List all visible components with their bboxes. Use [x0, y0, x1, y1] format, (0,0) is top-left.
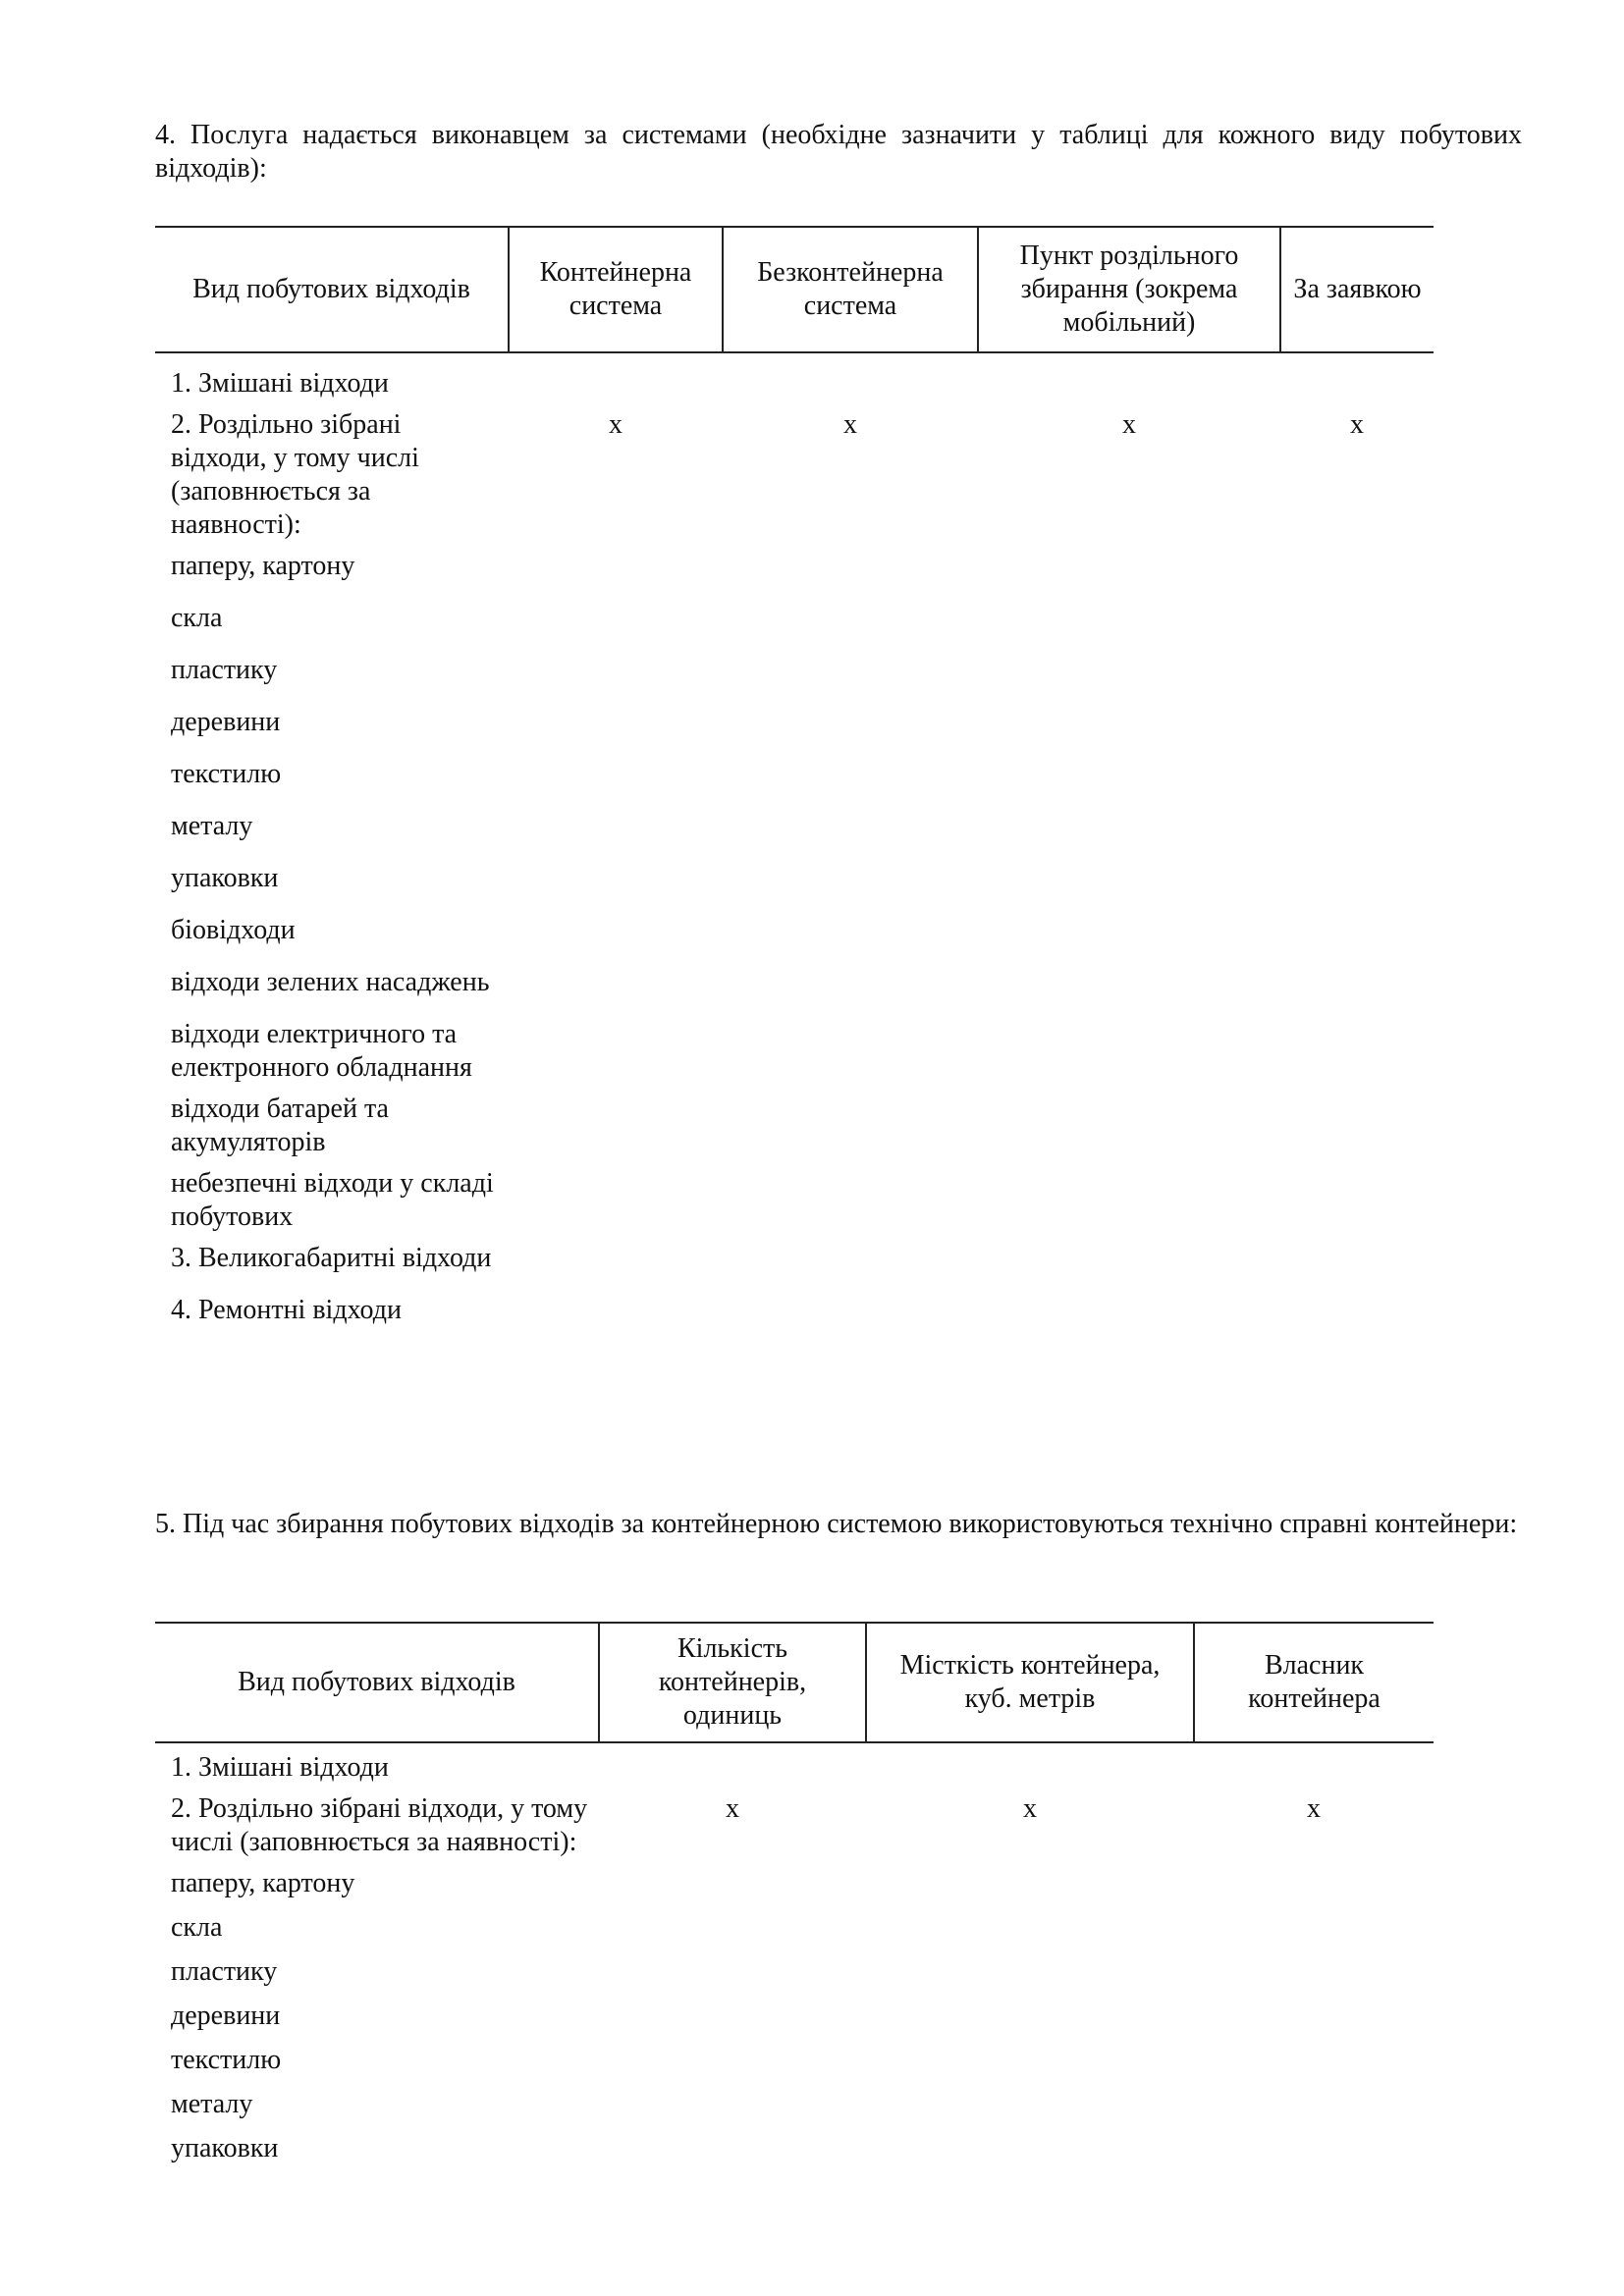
row-label: текстилю	[171, 2045, 282, 2075]
table-row	[155, 1167, 1434, 1242]
row-cell: х	[1307, 1793, 1321, 1824]
row-label: паперу, картону	[171, 1868, 355, 1898]
row-cell	[723, 914, 978, 966]
column-header-container-owner: Власник контейнера	[1194, 1623, 1434, 1742]
row-cell	[723, 1294, 978, 1346]
row-cell	[866, 2132, 1194, 2176]
table-row	[155, 2132, 1434, 2176]
row-cell	[978, 966, 1280, 1018]
column-header-containerless-system: Безконтейнерна система	[723, 227, 978, 352]
row-label: паперу, картону	[171, 551, 355, 581]
row-label: біовідходи	[171, 915, 296, 945]
row-label: 2. Роздільно зібрані відходи, у тому числі (заповнюється за наявності):	[171, 409, 419, 540]
table-row	[155, 758, 1434, 810]
row-cell	[1194, 2132, 1434, 2176]
row-label: металу	[171, 811, 253, 841]
column-header-separate-collection-point: Пункт роздільного збирання (зокрема мобільний)	[978, 227, 1280, 352]
row-label: 2. Роздільно зібрані відходи, у тому числі (заповнюється за наявності):	[171, 1793, 588, 1857]
row-cell	[509, 1294, 723, 1346]
row-label: відходи батарей та акумуляторів	[171, 1094, 389, 1157]
row-label: скла	[171, 1912, 223, 1943]
row-cell	[978, 352, 1280, 408]
row-cell	[599, 2044, 866, 2088]
table-row	[155, 654, 1434, 706]
row-cell	[1280, 1242, 1434, 1294]
column-header-on-request: За заявкою	[1280, 227, 1434, 352]
row-cell	[723, 1242, 978, 1294]
table-body	[155, 352, 1434, 1346]
table-header-row	[155, 227, 1434, 352]
row-label: упаковки	[171, 863, 279, 893]
row-cell	[1280, 914, 1434, 966]
section-4-text: 4. Послуга надається виконавцем за системами (необхідне зазначити у таблиці для кожного виду побутових відходів):	[155, 120, 1522, 184]
row-cell	[723, 862, 978, 914]
row-cell	[509, 914, 723, 966]
row-cell	[1194, 1911, 1434, 1955]
row-cell	[866, 2000, 1194, 2044]
row-cell	[509, 706, 723, 758]
row-label: 3. Великогабаритні відходи	[171, 1243, 492, 1273]
row-cell	[866, 1742, 1194, 1792]
table-row	[155, 2000, 1434, 2044]
row-cell	[599, 2088, 866, 2132]
row-cell	[978, 1018, 1280, 1093]
row-cell	[723, 654, 978, 706]
column-header-waste-type: Вид побутових відходів	[192, 274, 470, 304]
row-cell	[1280, 966, 1434, 1018]
table-row	[155, 1792, 1434, 1867]
row-cell	[509, 352, 723, 408]
row-label: текстилю	[171, 759, 282, 789]
row-cell	[1194, 1955, 1434, 2000]
table-row	[155, 914, 1434, 966]
row-cell	[509, 966, 723, 1018]
row-cell	[723, 1167, 978, 1242]
row-cell	[978, 1093, 1280, 1167]
row-cell: х	[726, 1793, 739, 1824]
row-cell	[723, 758, 978, 810]
table-row	[155, 2088, 1434, 2132]
row-cell: х	[1122, 409, 1136, 440]
row-cell	[978, 602, 1280, 654]
column-header-container-system: Контейнерна система	[509, 227, 723, 352]
row-cell	[978, 914, 1280, 966]
table-row	[155, 1911, 1434, 1955]
row-cell	[978, 1294, 1280, 1346]
table-header-row	[155, 1623, 1434, 1742]
table-row	[155, 862, 1434, 914]
row-cell	[723, 966, 978, 1018]
row-label: 1. Змішані відходи	[171, 1752, 389, 1783]
table-row	[155, 1742, 1434, 1792]
row-cell	[509, 758, 723, 810]
table-row	[155, 602, 1434, 654]
row-cell	[1280, 352, 1434, 408]
table-row	[155, 408, 1434, 550]
row-cell	[866, 1867, 1194, 1911]
row-cell	[1280, 550, 1434, 602]
row-cell	[509, 810, 723, 862]
row-cell	[1194, 2044, 1434, 2088]
row-label: скла	[171, 603, 223, 633]
row-cell	[978, 758, 1280, 810]
column-header-container-count: Кількість контейнерів, одиниць	[599, 1623, 866, 1742]
table-row	[155, 352, 1434, 408]
row-cell	[1194, 2000, 1434, 2044]
row-cell	[978, 654, 1280, 706]
row-label: відходи зелених насаджень	[171, 967, 490, 997]
row-cell	[599, 2132, 866, 2176]
row-cell	[509, 1093, 723, 1167]
row-cell	[978, 862, 1280, 914]
row-cell	[509, 1242, 723, 1294]
row-cell	[978, 1167, 1280, 1242]
row-cell	[509, 602, 723, 654]
row-cell	[599, 1742, 866, 1792]
row-cell	[1280, 1018, 1434, 1093]
row-cell	[1280, 810, 1434, 862]
row-cell	[509, 1018, 723, 1093]
row-cell	[509, 862, 723, 914]
row-cell: х	[1023, 1793, 1037, 1824]
column-header-container-capacity: Місткість контейнера, куб. метрів	[866, 1623, 1194, 1742]
row-label: деревини	[171, 2001, 281, 2031]
table-body	[155, 1742, 1434, 2176]
row-cell	[723, 1018, 978, 1093]
row-cell	[723, 810, 978, 862]
table-row	[155, 810, 1434, 862]
table-row	[155, 1294, 1434, 1346]
row-cell	[1280, 1093, 1434, 1167]
row-label: 4. Ремонтні відходи	[171, 1295, 402, 1325]
row-cell	[723, 550, 978, 602]
row-cell	[1280, 1294, 1434, 1346]
row-cell	[978, 550, 1280, 602]
row-cell	[1280, 654, 1434, 706]
row-label: 1. Змішані відходи	[171, 368, 389, 399]
row-cell	[509, 550, 723, 602]
row-cell	[509, 1167, 723, 1242]
row-cell	[1280, 602, 1434, 654]
row-cell	[1280, 1167, 1434, 1242]
row-label: пластику	[171, 655, 278, 685]
row-cell	[723, 352, 978, 408]
row-cell	[1194, 2088, 1434, 2132]
row-cell: х	[609, 409, 623, 440]
containers-table	[155, 1622, 1434, 2176]
table-row	[155, 1955, 1434, 2000]
row-cell	[978, 1242, 1280, 1294]
row-label: деревини	[171, 707, 281, 737]
row-cell	[1194, 1867, 1434, 1911]
row-cell	[509, 654, 723, 706]
table-row	[155, 1242, 1434, 1294]
table-row	[155, 550, 1434, 602]
row-cell	[866, 2088, 1194, 2132]
table-row	[155, 1018, 1434, 1093]
row-cell	[1280, 706, 1434, 758]
row-cell	[599, 1867, 866, 1911]
row-cell	[866, 1955, 1194, 2000]
section-5-text: 5. Під час збирання побутових відходів за контейнерною системою використовуються технічно справні контейнери:	[155, 1509, 1518, 1539]
table-row	[155, 2044, 1434, 2088]
row-cell	[978, 810, 1280, 862]
row-cell	[866, 2044, 1194, 2088]
row-cell	[978, 706, 1280, 758]
table-row	[155, 966, 1434, 1018]
row-cell	[866, 1911, 1194, 1955]
row-label: упаковки	[171, 2133, 279, 2163]
row-cell	[599, 1911, 866, 1955]
row-cell	[723, 602, 978, 654]
row-cell: х	[843, 409, 857, 440]
table-row	[155, 1093, 1434, 1167]
row-label: відходи електричного та електронного обладнання	[171, 1019, 472, 1083]
row-cell	[1194, 1742, 1434, 1792]
column-header-waste-type: Вид побутових відходів	[238, 1667, 515, 1697]
table-row	[155, 706, 1434, 758]
row-label: небезпечні відходи у складі побутових	[171, 1168, 494, 1232]
row-cell	[1280, 758, 1434, 810]
row-cell	[599, 1955, 866, 2000]
row-cell	[1280, 862, 1434, 914]
row-cell	[723, 706, 978, 758]
row-label: пластику	[171, 1956, 278, 1987]
row-cell	[723, 1093, 978, 1167]
collection-systems-table	[155, 226, 1434, 1346]
table-row	[155, 1867, 1434, 1911]
row-cell: х	[1350, 409, 1364, 440]
row-label: металу	[171, 2089, 253, 2119]
row-cell	[599, 2000, 866, 2044]
